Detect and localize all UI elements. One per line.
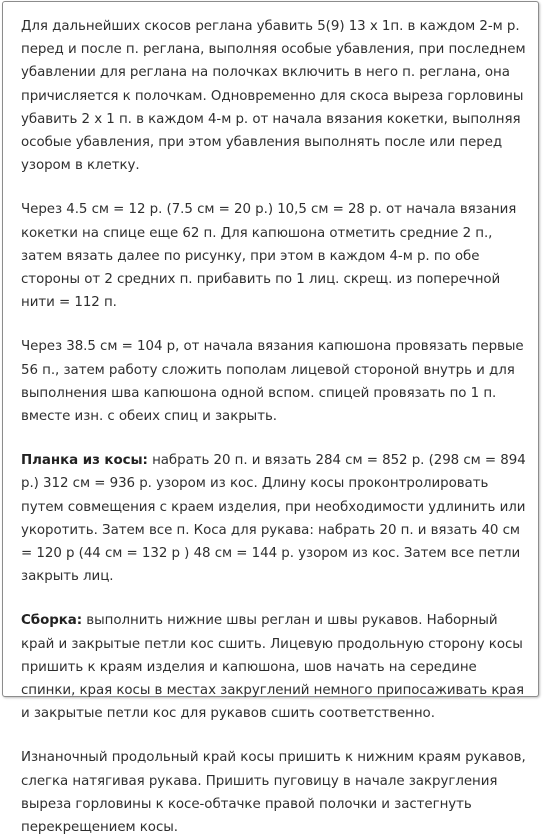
- paragraph-text: выполнить нижние швы реглан и швы рукавов. Наборный край и закрытые петли кос сшить. Лицевую продольную сторону косы пришить к краям изделия и капюшона, шов начать на середине спинки, края косы в местах закруглений немного припосаживать края и закрытые петли кос для рукавов сшить соответственно.: [21, 613, 524, 722]
- paragraph-text: Через 38.5 см = 104 р, от начала вязания капюшона провязать первые 56 п., затем работу сложить пополам лицевой стороной внутрь и для выполнения шва капюшона одной вспом. спицей провязать по 1 п. вместе изн. с обеих спиц и закрыть.: [21, 339, 524, 425]
- paragraph-text: Изнаночный продольный край косы пришить к нижним краям рукавов, слегка натягивая рукава. Пришить пуговицу в начале закругления выреза горловины к косе-обтачке правой полочки и застегнуть перекрещением косы.: [21, 750, 526, 836]
- instructions-card: [2, 1, 539, 836]
- paragraph-hood-start: [21, 198, 526, 314]
- paragraph-cable-band: [21, 449, 526, 588]
- paragraph-text: Через 4.5 см = 12 р. (7.5 см = 20 р.) 10,5 см = 28 р. от начала вязания кокетки на спице еще 62 п. Для капюшона отметить средние 2 п., затем вязать далее по рисунку, при этом в каждом 4-м р. по обе стороны от 2 средних п. прибавить по 1 лиц. скрещ. из поперечной нити = 112 п.: [21, 202, 517, 311]
- paragraph-text: Для дальнейших скосов реглана убавить 5(9) 13 х 1п. в каждом 2-м р. перед и после п. реглана, выполняя особые убавления, при последнем убавлении для реглана на полочках включить в него п. реглана, она причисляется к полочкам. Одновременно для скоса выреза горловины убавить 2 х 1 п. в каждом 4-м р. от начала вязания кокетки, выполняя особые убавления, при этом убавления выполнять после или перед узором в клетку.: [21, 19, 526, 174]
- paragraph-finishing: [21, 746, 526, 839]
- paragraph-hood-finish: [21, 335, 526, 428]
- paragraph-heading: Сборка:: [21, 613, 83, 629]
- paragraph-assembly: [21, 609, 526, 725]
- paragraph-text: набрать 20 п. и вязать 284 см = 852 р. (298 см = 894 р.) 312 см = 936 р. узором из кос. Длину косы проконтролировать путем совмещения с краем изделия, при необходимости удлинить или укоротить. Затем все п. Коса для рукава: набрать 20 п. и вязать 40 см = 120 р (44 см = 132 р ) 48 см = 144 р. узором из кос. Затем все петли закрыть лиц.: [21, 453, 526, 585]
- paragraph-raglan: [21, 15, 526, 177]
- paragraph-heading: Планка из косы:: [21, 453, 148, 469]
